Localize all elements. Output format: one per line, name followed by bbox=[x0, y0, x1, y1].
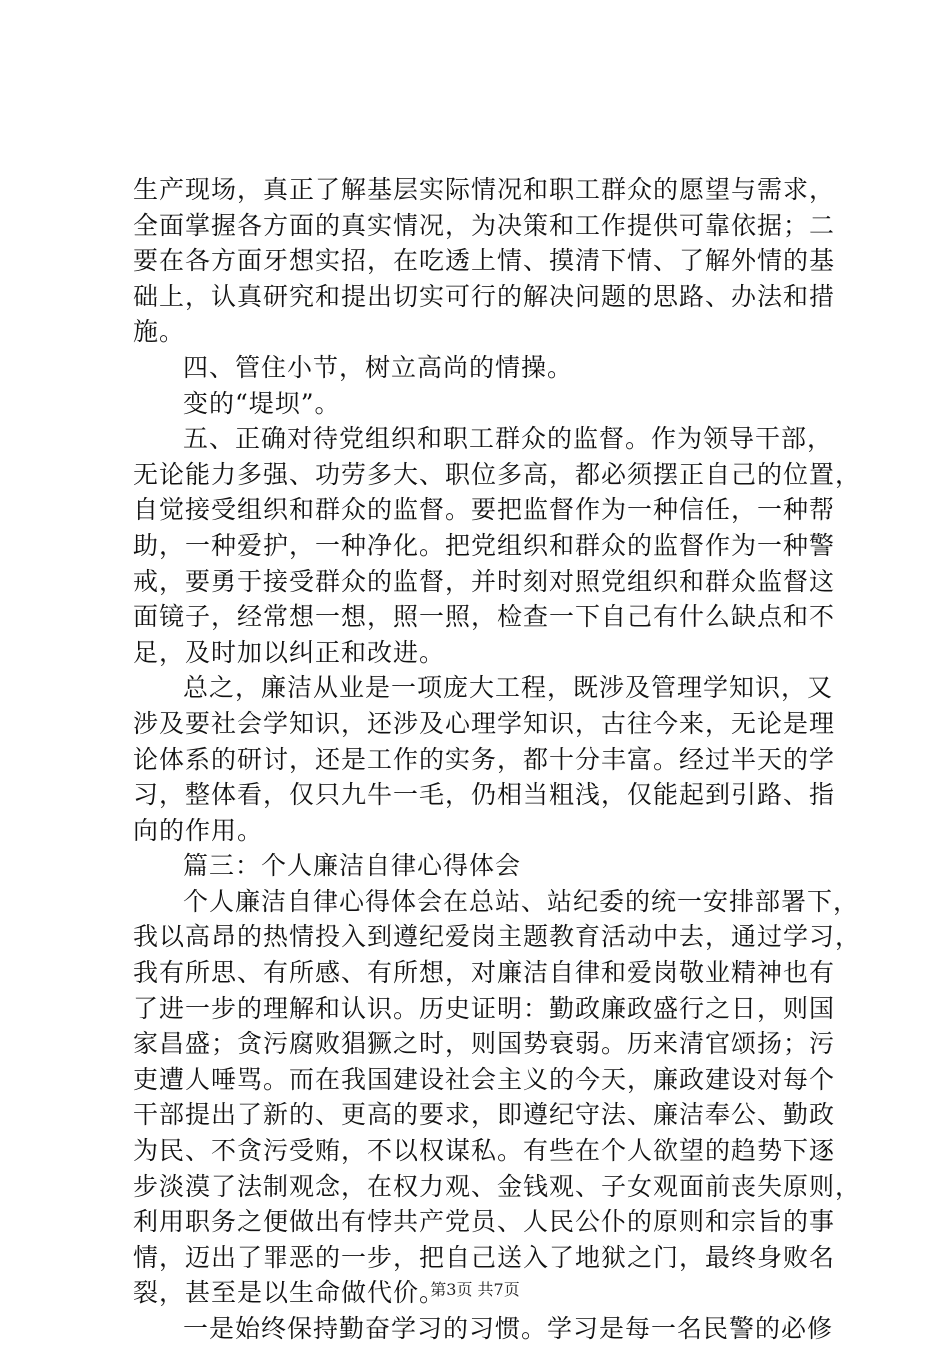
page-footer bbox=[0, 1280, 950, 1300]
text-line: 我有所思、有所感、有所想，对廉洁自律和爱岗敬业精神也有 bbox=[133, 958, 836, 988]
text-line: 自觉接受组织和群众的监督。要把监督作为一种信任，一种帮 bbox=[133, 495, 836, 525]
text-line: 向的作用。 bbox=[133, 815, 264, 845]
text-line: 为民、不贪污受贿，不以权谋私。有些在个人欲望的趋势下逐 bbox=[133, 1136, 836, 1166]
text-line: 个人廉洁自律心得体会在总站、站纪委的统一安排部署下， bbox=[183, 886, 860, 916]
text-line: 吏遭人唾骂。而在我国建设社会主义的今天，廉政建设对每个 bbox=[133, 1064, 836, 1094]
text-line: 面镜子，经常想一想，照一照，检查一下自己有什么缺点和不 bbox=[133, 602, 836, 632]
text-line: 干部提出了新的、更高的要求，即遵纪守法、廉洁奉公、勤政 bbox=[133, 1100, 836, 1130]
text-line: 施。 bbox=[133, 317, 186, 347]
text-line: 涉及要社会学知识，还涉及心理学知识，古往今来，无论是理 bbox=[133, 708, 836, 738]
text-line: 全面掌握各方面的真实情况，为决策和工作提供可靠依据；二 bbox=[133, 210, 836, 240]
text-line: 了进一步的理解和认识。历史证明：勤政廉政盛行之日，则国 bbox=[133, 993, 836, 1023]
text-line: 生产现场，真正了解基层实际情况和职工群众的愿望与需求， bbox=[133, 175, 836, 204]
text-line: 裂，甚至是以生命做代价。 bbox=[133, 1278, 446, 1308]
text-line: 变的“堤坝”。 bbox=[183, 388, 341, 418]
text-line: 础上，认真研究和提出切实可行的解决问题的思路、办法和措 bbox=[133, 281, 836, 311]
text-line: 利用职务之便做出有悖共产党员、人民公仆的原则和宗旨的事 bbox=[133, 1207, 836, 1237]
text-line: 助，一种爱护，一种净化。把党组织和群众的监督作为一种警 bbox=[133, 530, 836, 560]
text-line: 总之，廉洁从业是一项庞大工程，既涉及管理学知识，又 bbox=[183, 673, 834, 703]
page-number-label: 第3页 共7页 bbox=[430, 1280, 520, 1299]
text-line: 习，整体看，仅只九牛一毛，仍相当粗浅，仅能起到引路、指 bbox=[133, 780, 836, 810]
text-line: 足，及时加以纠正和改进。 bbox=[133, 637, 446, 667]
text-line: 步淡漠了法制观念，在权力观、金钱观、子女观面前丧失原则， bbox=[133, 1171, 862, 1201]
text-line: 论体系的研讨，还是工作的实务，都十分丰富。经过半天的学 bbox=[133, 744, 836, 774]
text-line: 一是始终保持勤奋学习的习惯。学习是每一名民警的必修 bbox=[183, 1314, 834, 1343]
document-body bbox=[133, 172, 862, 1347]
text-line: 无论能力多强、功劳多大、职位多高，都必须摆正自己的位置， bbox=[133, 459, 862, 489]
text-line: 五、正确对待党组织和职工群众的监督。作为领导干部， bbox=[183, 424, 834, 454]
text-line: 四、管住小节，树立高尚的情操。 bbox=[183, 352, 574, 382]
text-line: 家昌盛；贪污腐败猖獗之时，则国势衰弱。历来清官颂扬；污 bbox=[133, 1029, 836, 1059]
text-line: 戒，要勇于接受群众的监督，并时刻对照党组织和群众监督这 bbox=[133, 566, 836, 596]
text-line: 要在各方面牙想实招，在吃透上情、摸清下情、了解外情的基 bbox=[133, 246, 836, 276]
text-line: 情，迈出了罪恶的一步，把自己送入了地狱之门，最终身败名 bbox=[133, 1242, 836, 1272]
text-line: 篇三：个人廉洁自律心得体会 bbox=[183, 851, 522, 881]
text-line: 我以高昂的热情投入到遵纪爱岗主题教育活动中去，通过学习， bbox=[133, 922, 862, 952]
